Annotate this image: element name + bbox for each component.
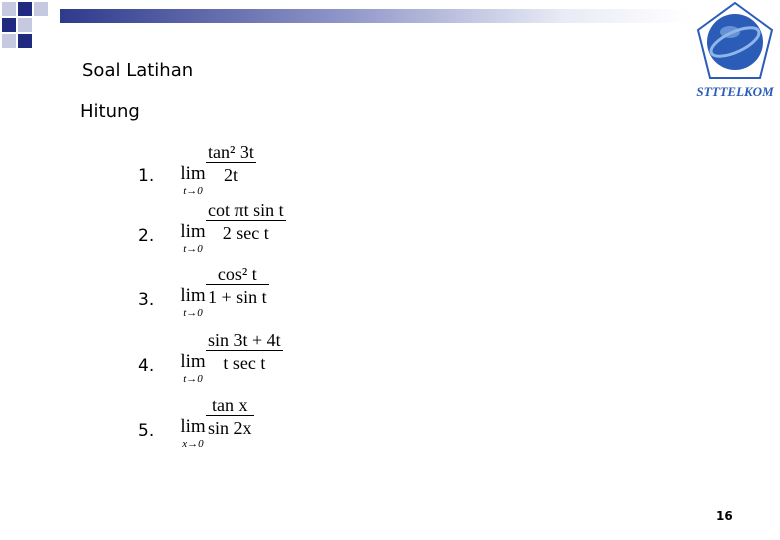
fraction-bar	[206, 220, 286, 221]
problem-item-2	[0, 200, 780, 274]
fraction	[206, 200, 286, 243]
problem-number: 2.	[138, 226, 155, 246]
denominator: sin 2x	[208, 418, 252, 438]
fraction	[206, 330, 283, 373]
numerator: sin 3t + 4t	[208, 330, 281, 350]
problem-number: 4.	[138, 356, 155, 376]
limit-variable: x→0	[182, 438, 204, 450]
problem-item-1	[0, 142, 780, 210]
fraction-bar	[206, 284, 269, 285]
logo-text: STTTELKOM	[696, 84, 774, 99]
problem-number: 3.	[138, 290, 155, 310]
problem-item-4	[0, 330, 780, 404]
denominator: 2 sec t	[222, 223, 269, 243]
limit-variable: t→0	[183, 185, 203, 197]
fraction	[206, 264, 269, 307]
page-number: 16	[716, 509, 733, 523]
slide-subtitle: Hitung	[80, 101, 140, 122]
problem-number: 5.	[138, 421, 155, 441]
fraction-bar	[206, 415, 254, 416]
fraction	[206, 142, 256, 185]
lim-operator: lim	[180, 285, 206, 306]
limit-variable: t→0	[183, 243, 203, 255]
denominator: t sec t	[223, 353, 266, 373]
lim-operator: lim	[180, 221, 206, 242]
denominator: 1 + sin t	[208, 287, 267, 307]
fraction	[206, 395, 254, 438]
numerator: cos² t	[217, 264, 257, 284]
numerator: cot πt sin t	[208, 200, 284, 220]
fraction-bar	[206, 162, 256, 163]
slide-title: Soal Latihan	[82, 60, 194, 81]
sttelkom-logo	[690, 0, 780, 104]
numerator: tan² 3t	[208, 142, 254, 162]
denominator: 2t	[223, 165, 238, 185]
lim-operator: lim	[180, 416, 206, 437]
numerator: tan x	[212, 395, 248, 415]
lim-operator: lim	[180, 163, 206, 184]
fraction-bar	[206, 350, 283, 351]
problem-number: 1.	[138, 166, 155, 186]
header-gradient-bar	[60, 9, 690, 23]
lim-operator: lim	[180, 351, 206, 372]
problem-item-5	[0, 395, 780, 469]
problem-item-3	[0, 264, 780, 338]
decorative-squares	[0, 0, 70, 50]
limit-variable: t→0	[183, 307, 203, 319]
limit-variable: t→0	[183, 373, 203, 385]
